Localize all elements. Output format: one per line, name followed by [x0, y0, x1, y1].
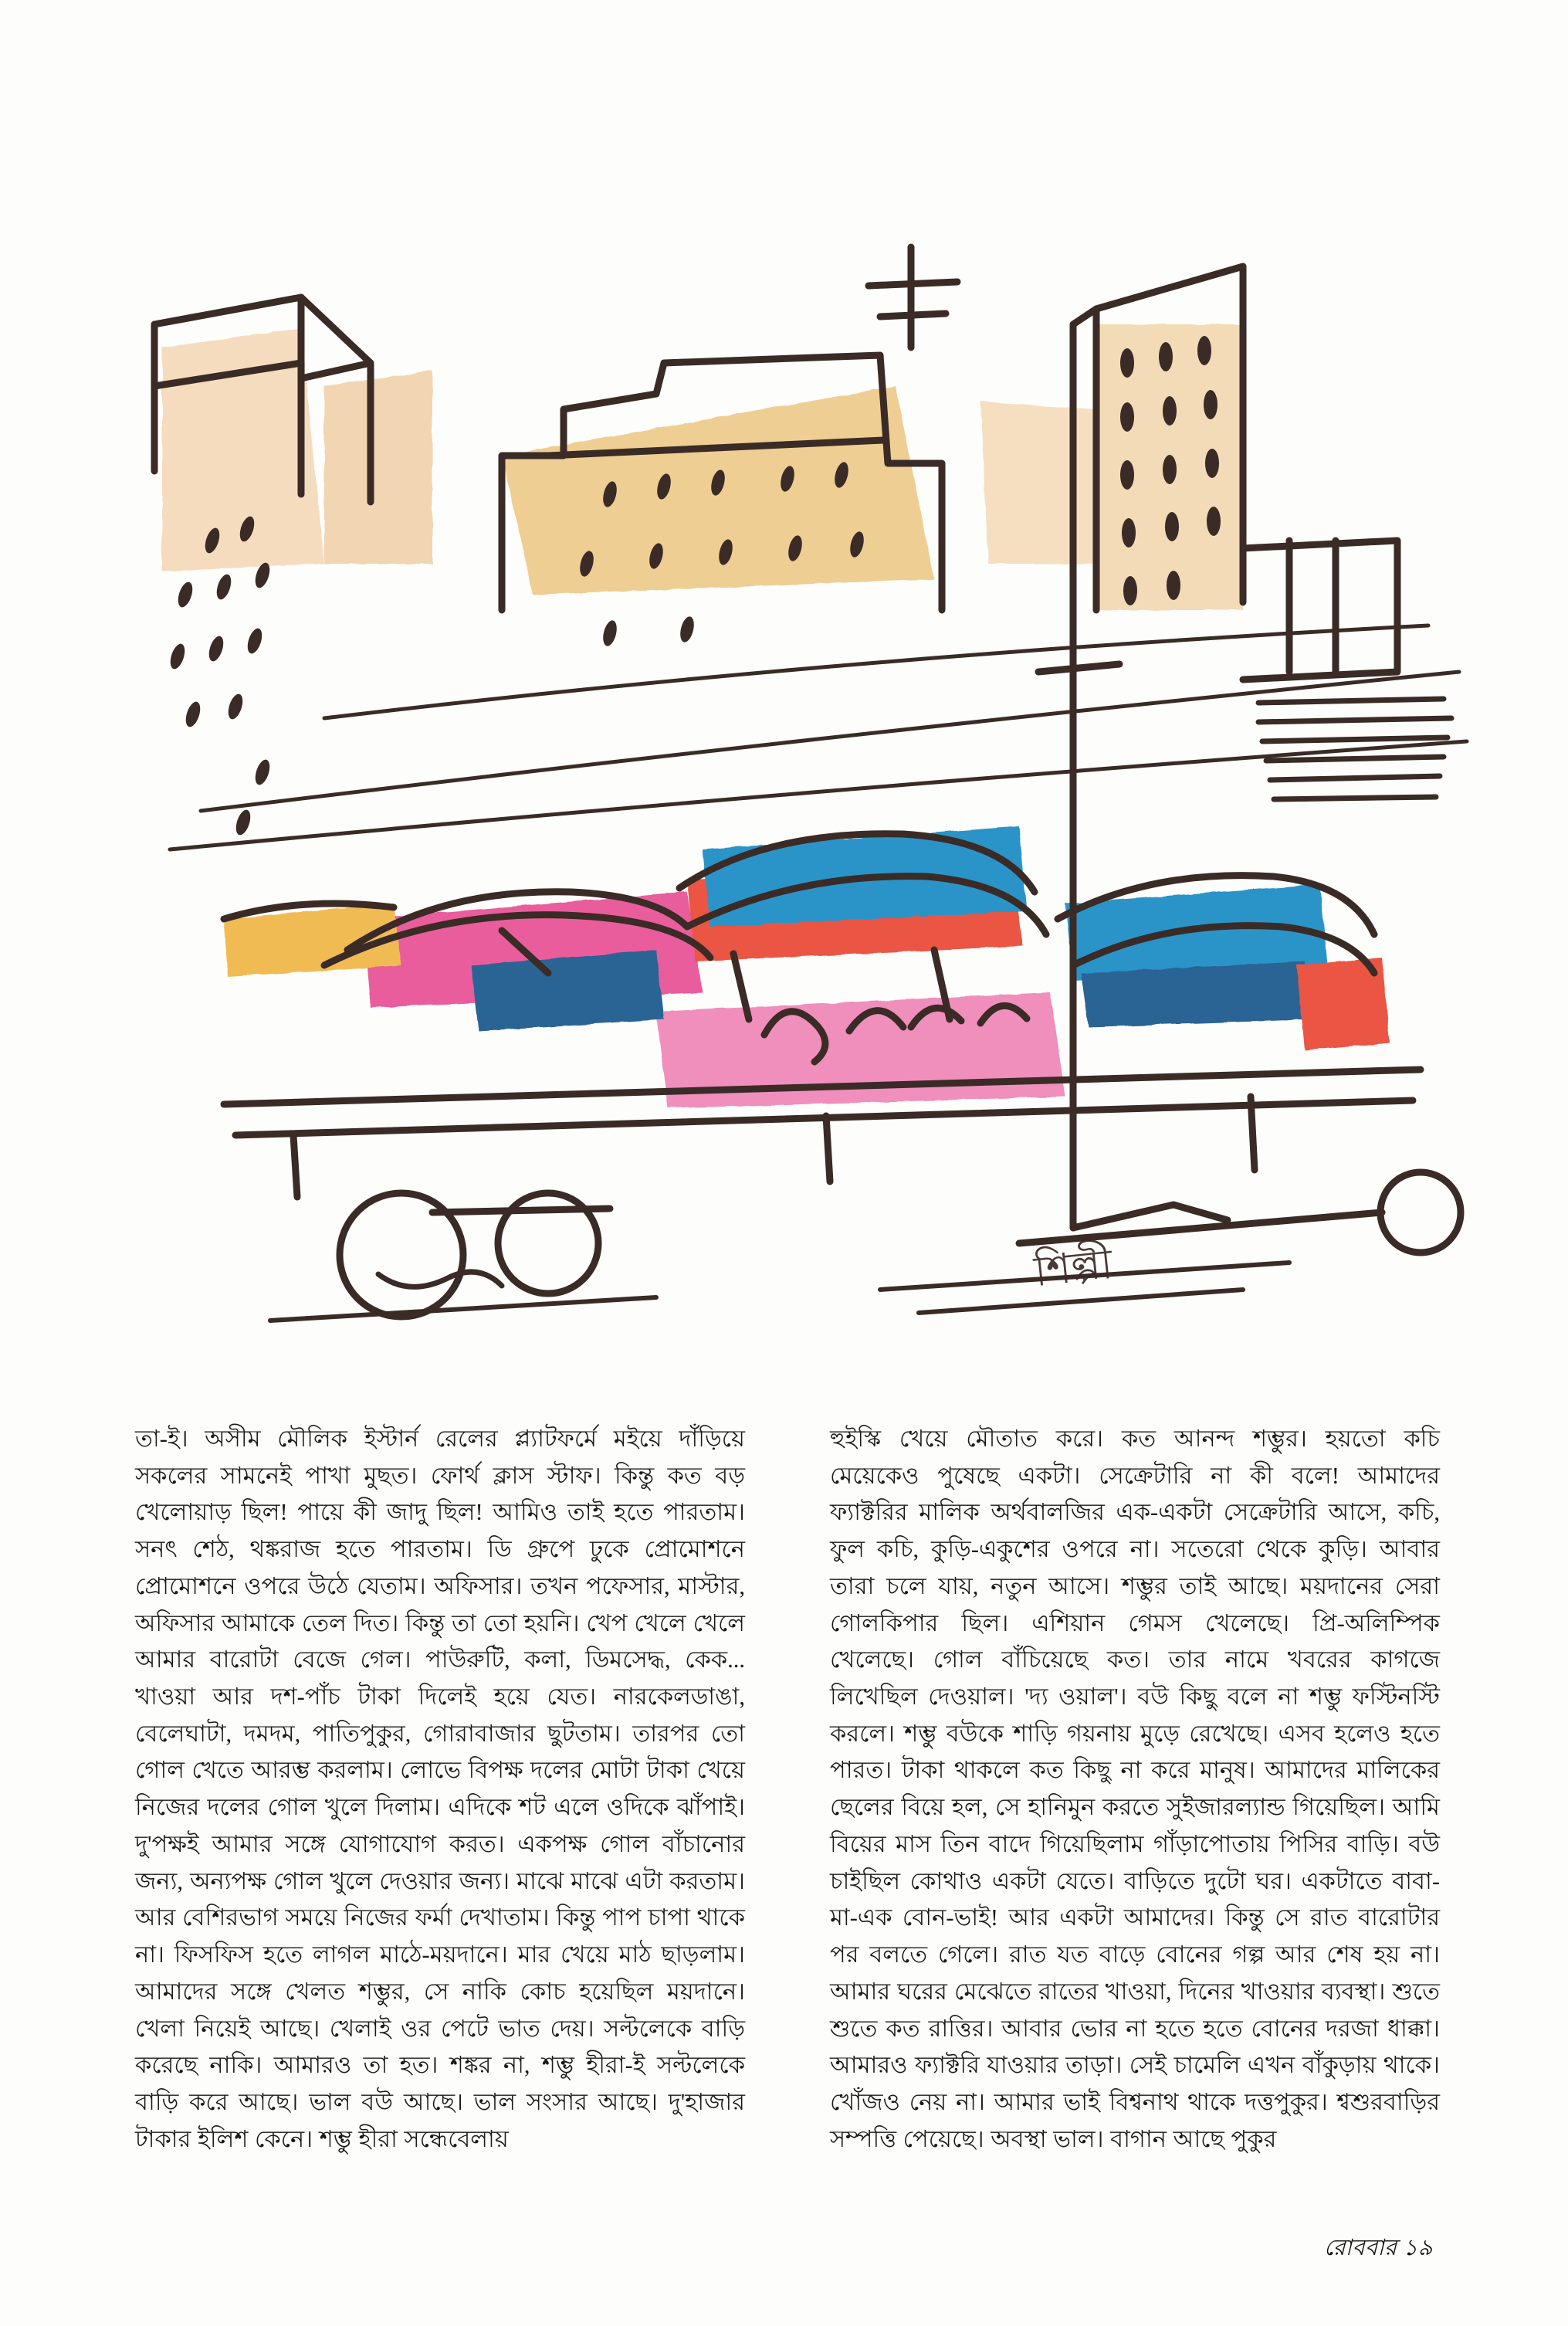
- body-text-left: তা-ই। অসীম মৌলিক ইস্টার্ন রেলের প্ল্যাটফর্মে মইয়ে দাঁড়িয়ে সকলের সামনেই পাখা মুছত। ফোর্থ ক্লাস স্টাফ। কিন্তু কত বড় খেলোয়াড় ছিল! পায়ে কী জাদু ছিল! আমিও তাই হতে পারতাম। সনৎ শেঠ, থঙ্করাজ হতে পারতাম। ডি গ্রুপে ঢুকে প্রোমোশনে প্রোমোশনে ওপরে উঠে যেতাম। অফিসার। তখন পফেসার, মাস্টার, অফিসার আমাকে তেল দিত। কিন্তু তা তো হয়নি। খেপ খেলে খেলে আমার বারোটা বেজে গেল। পাউরুটি, কলা, ডিমসেদ্ধ, কেক... খাওয়া আর দশ-পাঁচ টাকা দিলেই হয়ে যেত। নারকেলডাঙা, বেলেঘাটা, দমদম, পাতিপুকুর, গোরাবাজার ছুটতাম। তারপর তো গোল খেতে আরম্ভ করলাম। লোভে বিপক্ষ দলের মোটা টাকা খেয়ে নিজের দলের গোল খুলে দিলাম। এদিকে শট এলে ওদিকে ঝাঁপাই। দু'পক্ষই আমার সঙ্গে যোগাযোগ করত। একপক্ষ গোল বাঁচানোর জন্য, অন্যপক্ষ গোল খুলে দেওয়ার জন্য। মাঝে মাঝে এটা করতাম। আর বেশিরভাগ সময়ে নিজের ফর্মা দেখাতাম। কিন্তু পাপ চাপা থাকে না। ফিসফিস হতে লাগল মাঠে-ময়দানে। মার খেয়ে মাঠ ছাড়লাম। আমাদের সঙ্গে খেলত শম্ভুর, সে নাকি কোচ হয়েছিল ময়দানে। খেলা নিয়েই আছে। খেলাই ওর পেটে ভাত দেয়। সল্টলেকে বাড়ি করেছে নাকি। আমারও তা হত। শঙ্কর না, শম্ভু হীরা-ই সল্টলেকে বাড়ি করে আছে। ভাল বউ আছে। ভাল সংসার আছে। দু'হাজার টাকার ইলিশ কেনে। শম্ভু হীরা সন্ধেবেলায়: [135, 1426, 745, 2152]
- city-street-watercolor-illustration: [69, 131, 1505, 1375]
- page-footer: রোববার ১৯: [1323, 2236, 1433, 2260]
- body-text-right: হুইস্কি খেয়ে মৌতাত করে। কত আনন্দ শম্ভুর। হয়তো কচি মেয়েকেও পুষেছে একটা। সেক্রেটারি না কী বলে! আমাদের ফ্যাক্টরির মালিক অর্থবালজির এক-একটা সেক্রেটারি আসে, কচি, ফুল কচি, কুড়ি-একুশের ওপরে না। সতেরো থেকে কুড়ি। আবার তারা চলে যায়, নতুন আসে। শম্ভুর তাই আছে। ময়দানের সেরা গোলকিপার ছিল। এশিয়ান গেমস খেলেছে। প্রি-অলিম্পিক খেলেছে। গোল বাঁচিয়েছে কত। তার নামে খবরের কাগজে লিখেছিল দেওয়াল। 'দ্য ওয়াল'। বউ কিছু বলে না শম্ভু ফস্টিনস্টি করলে। শম্ভু বউকে শাড়ি গয়নায় মুড়ে রেখেছে। এসব হলেও হতে পারত। টাকা থাকলে কত কিছু না করে মানুষ। আমাদের মালিকের ছেলের বিয়ে হল, সে হানিমুন করতে সুইজারল্যান্ড গিয়েছিল। আমি বিয়ের মাস তিন বাদে গিয়েছিলাম গাঁড়াপোতায় পিসির বাড়ি। বউ চাইছিল কোথাও একটা যেতে। বাড়িতে দুটো ঘর। একটাতে বাবা-মা-এক বোন-ভাই! আর একটা আমাদের। কিন্তু সে রাত বারোটার পর বলতে গেলে। রাত যত বাড়ে বোনের গল্প আর শেষ হয় না। আমার ঘরের মেঝেতে রাতের খাওয়া, দিনের খাওয়ার ব্যবস্থা। শুতে শুতে কত রাত্তির। আবার ভোর না হতে হতে বোনের দরজা ধাক্কা। আমারও ফ্যাক্টরি যাওয়ার তাড়া। সেই চামেলি এখন বাঁকুড়ায় থাকে। খোঁজও নেয় না। আমার ভাই বিশ্বনাথ থাকে দত্তপুকুর। শ্বশুরবাড়ির সম্পত্তি পেয়েছে। অবস্থা ভাল। বাগান আছে পুকুর: [830, 1426, 1440, 2152]
- article-body: [135, 1421, 1440, 2158]
- artist-signature: শিল্পী: [1031, 1240, 1115, 1296]
- body-column-left: [135, 1421, 745, 2158]
- body-column-right: [830, 1421, 1440, 2158]
